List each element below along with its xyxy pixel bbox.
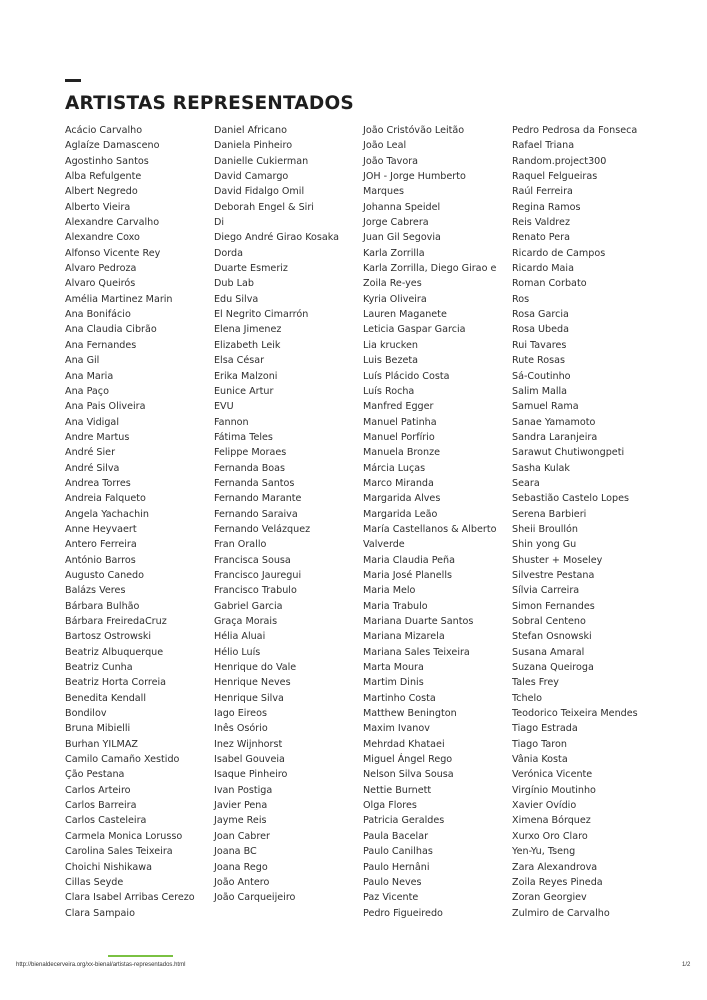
artist-name: Karla Zorrilla, Diego Girao e [363, 263, 497, 275]
artist-name: Eunice Artur [214, 385, 274, 397]
artist-name: Juan Gil Segovia [363, 232, 441, 244]
artist-name: Luís Plácido Costa [363, 370, 450, 382]
artist-name: Carlos Arteiro [65, 784, 131, 796]
artist-name: Mariana Sales Teixeira [363, 646, 470, 658]
artist-name: Carmela Monica Lorusso [65, 830, 183, 842]
artist-name: Reis Valdrez [512, 217, 570, 229]
artist-name: Rafael Triana [512, 140, 575, 152]
artist-name: Pedro Figueiredo [363, 907, 443, 919]
artist-column-3 [363, 123, 496, 921]
artist-name: Ana Claudia Cibrão [65, 324, 157, 336]
artist-name: João Antero [214, 876, 270, 888]
artist-name: Silvestre Pestana [512, 569, 595, 581]
artist-name: Yen-Yu, Tseng [512, 846, 576, 858]
artist-name: Xurxo Oro Claro [512, 830, 588, 842]
artist-name: Fátima Teles [214, 431, 273, 443]
artist-name: Sobral Centeno [512, 616, 586, 627]
artist-name: Dorda [214, 247, 244, 259]
artist-name: El Negrito Cimarrón [214, 309, 309, 321]
artist-name: Choichi Nishikawa [65, 861, 152, 873]
artist-name: Gabriel Garcia [214, 600, 283, 612]
artist-name: Paulo Hernâni [363, 861, 430, 873]
artist-name: Aglaíze Damasceno [65, 140, 160, 152]
artist-name: Luís Rocha [363, 385, 415, 397]
artist-name: Erika Malzoni [214, 370, 278, 382]
artist-name: Sanae Yamamoto [512, 416, 596, 428]
artist-name: Ção Pestana [65, 769, 125, 781]
artist-name: Balázs Veres [65, 585, 126, 597]
artist-column-4 [512, 123, 638, 921]
artist-name: Bartosz Ostrowski [65, 631, 152, 643]
artist-name: Martim Dinis [363, 677, 424, 689]
artist-name: Shin yong Gu [512, 539, 577, 551]
artist-name: Simon Fernandes [512, 600, 595, 612]
artist-name: Clara Sampaio [65, 907, 135, 919]
artist-name: Maxim Ivanov [363, 723, 430, 735]
artist-column-2 [214, 123, 339, 906]
artist-name: María Castellanos & Alberto [363, 523, 497, 535]
artist-name: Maria Claudia Peña [363, 554, 456, 566]
artist-name: Clara Isabel Arribas Cerezo [65, 892, 195, 904]
artist-name: Paz Vicente [363, 892, 419, 904]
page-title: ARTISTAS REPRESENTADOS [65, 93, 354, 114]
artist-name: Nelson Silva Sousa [363, 769, 454, 781]
artist-name: Deborah Engel & Siri [214, 201, 314, 213]
artist-name: Manuel Patinha [363, 416, 437, 428]
artist-name: Bárbara FreiredaCruz [65, 616, 167, 627]
artist-name: Bondilov [65, 708, 107, 720]
artist-name: João Leal [363, 140, 407, 152]
artist-name: Hélio Luís [214, 646, 261, 658]
artist-name: Regina Ramos [512, 201, 581, 213]
artist-name: Maria Trabulo [363, 600, 428, 612]
artist-name: Stefan Osnowski [512, 631, 592, 643]
artist-name: Ana Pais Oliveira [65, 401, 146, 413]
artist-name: Amélia Martinez Marin [65, 293, 173, 305]
artist-name: EVU [214, 401, 234, 413]
artist-name: Patricia Geraldes [363, 815, 445, 827]
artist-name: Beatriz Albuquerque [65, 646, 164, 658]
artist-name: Kyria Oliveira [363, 293, 427, 305]
artist-name: David Fidalgo Omil [214, 186, 305, 198]
artist-name: Cillas Seyde [65, 876, 124, 888]
artist-name: Raúl Ferreira [512, 186, 573, 198]
artist-name: João Cristóvão Leitão [363, 125, 465, 136]
artist-name: Serena Barbieri [512, 508, 587, 520]
artist-name: Burhan YILMAZ [65, 738, 138, 750]
artist-name: Rute Rosas [512, 355, 566, 367]
artist-name: Margarida Leão [363, 508, 438, 520]
artist-name: Susana Amaral [512, 646, 585, 658]
artist-name: Beatriz Cunha [65, 662, 133, 674]
artist-name: Nettie Burnett [363, 784, 432, 796]
artist-name: Elizabeth Leik [214, 339, 281, 351]
artist-name: Ana Fernandes [65, 339, 137, 351]
artist-name: Sá-Coutinho [512, 370, 571, 382]
artist-name: Mehrdad Khataei [363, 738, 445, 750]
artist-name: Fernanda Boas [214, 462, 286, 474]
artist-name: Zara Alexandrova [512, 861, 598, 873]
artist-name: Fannon [214, 416, 249, 428]
artist-name: Miguel Ángel Rego [363, 754, 453, 766]
artist-name: Javier Pena [214, 800, 268, 812]
artist-name: Verónica Vicente [512, 769, 593, 781]
artist-name: Antero Ferreira [65, 539, 137, 551]
artist-name: Raquel Felgueiras [512, 171, 598, 183]
artist-name: Bárbara Bulhão [65, 600, 140, 612]
artist-name: Sheii Broullón [512, 523, 578, 535]
artist-name: Paula Bacelar [363, 830, 429, 842]
artist-name: Fernando Saraiva [214, 508, 298, 520]
artist-name: Diego André Girao Kosaka [214, 232, 340, 244]
artist-name: Manuela Bronze [363, 447, 441, 459]
artist-name: Zulmiro de Carvalho [512, 907, 610, 919]
artist-name: Maria Melo [363, 585, 416, 597]
artist-name: Joan Cabrer [214, 830, 270, 842]
artist-name: Luis Bezeta [363, 355, 419, 367]
artist-name: Suzana Queiroga [512, 662, 594, 674]
artist-name: Martinho Costa [363, 692, 436, 704]
artist-name: João Tavora [363, 155, 419, 167]
artist-name: Isaque Pinheiro [214, 769, 288, 781]
artist-name: Henrique Silva [214, 692, 284, 704]
artist-name: Random.project300 [512, 155, 607, 167]
artist-name: Acácio Carvalho [65, 125, 143, 136]
artist-name: Duarte Esmeriz [214, 263, 288, 275]
artist-name: Daniela Pinheiro [214, 140, 293, 152]
artist-name: Alexandre Carvalho [65, 217, 160, 229]
artist-name: Samuel Rama [512, 401, 579, 413]
artist-name: Tales Frey [512, 677, 559, 689]
artist-name: Rui Tavares [512, 339, 567, 351]
artist-name: Di [214, 217, 225, 229]
artist-name: Andre Martus [65, 431, 130, 443]
artist-name: Leticia Gaspar Garcia [363, 324, 466, 336]
artist-name: Hélia Aluai [214, 631, 266, 643]
artist-name: Benedita Kendall [65, 692, 147, 704]
artist-name: Inês Osório [214, 723, 268, 735]
artist-name: Francisco Jauregui [214, 569, 302, 581]
artist-name: Fernando Velázquez [214, 523, 311, 535]
artist-name: Sandra Laranjeira [512, 431, 598, 443]
artist-name: JOH - Jorge Humberto [363, 171, 466, 183]
artist-name: Elena Jimenez [214, 324, 282, 336]
artist-name: Ana Gil [65, 355, 100, 367]
artist-name: Rosa Ubeda [512, 324, 570, 336]
artist-name: Francisco Trabulo [214, 585, 297, 597]
artist-name: Carolina Sales Teixeira [65, 846, 173, 858]
artist-name: Zoila Reyes Pineda [512, 876, 603, 888]
artist-name: Zoila Re-yes [363, 278, 422, 290]
artist-name: Edu Silva [214, 293, 259, 305]
artist-name: Alexandre Coxo [65, 232, 140, 244]
artist-name: Marta Moura [363, 662, 424, 674]
artist-name: Sasha Kulak [512, 462, 570, 474]
artist-name: Fernanda Santos [214, 477, 295, 489]
accent-bar [108, 955, 173, 957]
artist-name: Camilo Camaño Xestido [65, 754, 180, 766]
artist-name: Francisca Sousa [214, 554, 291, 566]
artist-name: Karla Zorrilla [363, 247, 425, 259]
artist-name: Zoran Georgiev [512, 892, 587, 904]
artist-name: Fran Orallo [214, 539, 267, 551]
artist-name: Márcia Luças [363, 462, 426, 474]
artist-name: Ana Bonifácio [65, 309, 131, 321]
artist-name: Paulo Canilhas [363, 846, 433, 858]
artist-name: Olga Flores [363, 800, 417, 812]
artist-name: Valverde [363, 539, 405, 551]
artist-name: Ricardo de Campos [512, 247, 606, 259]
artist-name: Sebastião Castelo Lopes [512, 493, 630, 505]
artist-name: Roman Corbato [512, 278, 587, 290]
artist-name: Alvaro Queirós [65, 278, 136, 290]
artist-name: João Carqueijeiro [214, 892, 296, 904]
artist-name: Xavier Ovídio [512, 800, 577, 812]
artist-name: Ana Paço [65, 385, 109, 397]
artist-name: Alvaro Pedroza [65, 263, 137, 275]
artist-name: Ivan Postiga [214, 784, 273, 796]
artist-name: Vânia Kosta [512, 754, 568, 766]
artist-name: Henrique do Vale [214, 662, 297, 674]
artist-name: Marques [363, 186, 405, 198]
page-number: 1/2 [682, 962, 691, 968]
artist-name: Carlos Barreira [65, 800, 137, 812]
artist-name: Andrea Torres [65, 477, 131, 489]
artist-name: Marco Miranda [363, 477, 434, 489]
artist-name: Tiago Estrada [512, 723, 578, 735]
artist-name: Agostinho Santos [65, 155, 149, 167]
artist-name: André Sier [65, 447, 116, 459]
artist-name: Seara [512, 477, 540, 489]
artist-name: Henrique Neves [214, 677, 291, 689]
artist-name: Alfonso Vicente Rey [65, 247, 161, 259]
artist-name: Felippe Moraes [214, 447, 287, 459]
artist-name: Sílvia Carreira [512, 585, 580, 597]
artist-name: Mariana Duarte Santos [363, 616, 474, 627]
artist-name: Joana Rego [214, 861, 268, 873]
artist-name: Inez Wijnhorst [214, 738, 283, 750]
artist-name: Virgínio Moutinho [512, 784, 596, 796]
artist-name: Augusto Canedo [65, 569, 145, 581]
artist-name: Paulo Neves [363, 876, 422, 888]
artist-name: Tchelo [512, 692, 543, 704]
artist-name: Ros [512, 293, 530, 305]
artist-name: Iago Eireos [214, 708, 267, 720]
artist-name: Tiago Taron [512, 738, 567, 750]
artist-name: Salim Malla [512, 385, 568, 397]
artist-name: Matthew Benington [363, 708, 457, 720]
artist-name: Daniel Africano [214, 125, 287, 136]
artist-name: Sarawut Chutiwongpeti [512, 447, 625, 459]
artist-name: Bruna Mibielli [65, 723, 131, 735]
artist-name: Rosa Garcia [512, 309, 569, 321]
artist-name: Isabel Gouveia [214, 754, 285, 766]
artist-name: Pedro Pedrosa da Fonseca [512, 125, 638, 136]
artist-name: Andreia Falqueto [65, 493, 146, 505]
artist-name: Dub Lab [214, 278, 254, 290]
artist-name: Maria José Planells [363, 569, 452, 581]
artist-name: Margarida Alves [363, 493, 441, 505]
artist-name: Manuel Porfírio [363, 431, 435, 443]
footer-url: http://bienaldecerveira.org/xx-bienal/artistas-representados.html [16, 962, 186, 968]
artist-name: Alberto Vieira [65, 201, 131, 213]
artist-name: Fernando Marante [214, 493, 302, 505]
artist-name: Joana BC [214, 846, 257, 858]
artist-name: Angela Yachachin [65, 508, 149, 520]
artist-name: Jayme Reis [214, 815, 267, 827]
artist-name: Ximena Bórquez [512, 815, 591, 827]
artist-name: Mariana Mizarela [363, 631, 445, 643]
artist-name: David Camargo [214, 171, 289, 183]
artist-name: Beatriz Horta Correia [65, 677, 167, 689]
artist-name: Renato Pera [512, 232, 570, 244]
artist-name: Graça Morais [214, 616, 278, 627]
artist-name: Carlos Casteleira [65, 815, 147, 827]
artist-name: Johanna Speidel [363, 201, 441, 213]
artist-column-1 [65, 123, 195, 921]
artist-name: Ana Vidigal [65, 416, 119, 428]
artist-name: Jorge Cabrera [363, 217, 429, 229]
artist-name: André Silva [65, 462, 120, 474]
title-dash-decoration [65, 79, 81, 82]
artist-name: Teodorico Teixeira Mendes [512, 708, 638, 720]
artist-name: Danielle Cukierman [214, 155, 309, 167]
artist-name: Lia krucken [363, 339, 418, 351]
artist-name: Anne Heyvaert [65, 523, 137, 535]
artist-name: Manfred Egger [363, 401, 434, 413]
artist-name: Ricardo Maia [512, 263, 574, 275]
artist-name: António Barros [65, 554, 136, 566]
artist-name: Alba Refulgente [65, 171, 142, 183]
artist-name: Elsa César [214, 355, 265, 367]
artist-name: Lauren Maganete [363, 309, 447, 321]
artist-name: Shuster + Moseley [512, 554, 603, 566]
artist-name: Ana Maria [65, 370, 114, 382]
artist-name: Albert Negredo [65, 186, 138, 198]
